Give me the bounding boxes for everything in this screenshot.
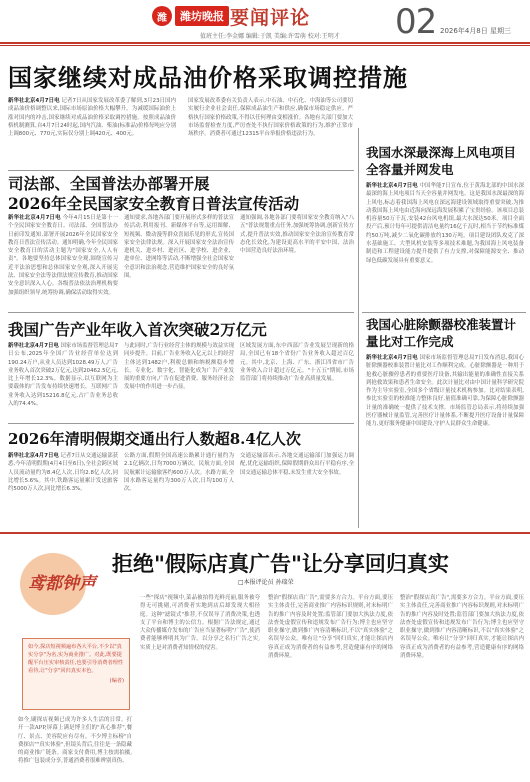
article-travel-col1 xyxy=(8,452,118,520)
article-legal-col1 xyxy=(8,214,118,310)
logo-text: 潍坊晚报 xyxy=(175,6,229,26)
divider xyxy=(8,423,354,424)
newspaper-logo xyxy=(152,6,229,26)
article-text: 国家市场监督管理总局7日发布消息,我国心脏除颤器校准装置计量比对工作顺利完成。心脏除颤器是一种用于抢救心脏骤停患者的重要医疗设备,其输出能量的准确性直接关系到抢救效果和患者生命安全。此次计量比对由中国计量科学研究院作为主导实验室,全国多个省级计量技术机构参加。比对结果表明,参比实验室的校准能力整体良好,量值准确可靠,为保障心脏除颤器计量的准确统一提供了技术支撑。市场监管总局表示,将持续加强医疗器械计量监管,完善医疗计量体系,不断提升医疗设备计量保障能力,更好服务健康中国建设,守护人民群众生命健康。 xyxy=(366,355,524,428)
dateline: 新华社北京4月7日电 xyxy=(8,215,61,221)
article-ad-col1 xyxy=(8,342,118,420)
article-text: 中国华能7日宣布,位于黄海北部的中国水深最深的海上风电项目当天全容量并网发电。这是我国水深最深的海上风电,标志着我国海上风电在深远海建设领域取得重要突破,为推动我国海上风电由近海向深远海发展积累了宝贵经验。该项目总装机容量50万千瓦,安装42台风电机组,最大水深达50米。项目全面投产后,预计每年可提供清洁电量约16亿千瓦时,相当于节约标准煤约50万吨,减少二氧化碳排放约130万吨。项目建设团队攻克了深水基础施工、大型风机安装等多项技术难题,为我国海上风电装备制造和工程建设能力提升提供了有力支撑,对保障能源安全、推动绿色低碳发展具有重要意义。 xyxy=(366,183,524,264)
divider xyxy=(8,170,354,171)
headline-wind-power: 我国水深最深海上风电项目全容量并网发电 xyxy=(366,145,517,177)
article-defibrillator xyxy=(366,354,524,526)
headline-holiday-travel: 2026年清明假期交通出行人数超8.4亿人次 xyxy=(8,430,301,448)
section-title: 要闻评论 xyxy=(230,7,311,29)
commentary-col3: 整治"假探店真广告",需要多方合力。平台方面,要压实主体责任,完善商业推广内容标识规则,对未标明广告的推广内容及时处置;监管部门要加大执法力度,依法查处虚假宣传和违规发布广告行为;博主也应坚守职业操守,做到推广内容清晰标识,不以"真实体验"之名误导公众。唯有让"分享"回归真实,才能让探店内容真正成为消费者的有益参考,营造健康有序的网络消费环境。 xyxy=(268,595,393,660)
dateline: 新华社北京4月7日电 xyxy=(8,343,59,349)
article-legal-col2: 通知要求,各地各部门要开展形式多样的普法宣传活动,利用报刊、新媒体平台等,运用图解、短视频、微动漫等群众喜闻乐见的形式,宣传国家安全法律法规。深入开展国家安全法治宣传进机关、进乡村、进社区、进学校、进企业、进单位、进网络等活动,不断增强全社会国家安全意识和法治观念,营造维护国家安全的良好氛围。 xyxy=(124,215,234,280)
masthead-rule xyxy=(0,42,530,44)
commentary-col4: 整治"假探店真广告",需要多方合力。平台方面,要压实主体责任,完善商业推广内容标识规则,对未标明广告的推广内容及时处置;监管部门要加大执法力度,依法查处虚假宣传和违规发布广告行为;博主也应坚守职业操守,做到推广内容清晰标识,不以"真实体验"之名误导公众。唯有让"分享"回归真实,才能让探店内容真正成为消费者的有益参考,营造健康有序的网络消费环境。 xyxy=(400,595,524,660)
column-name: 鸢都钟声 xyxy=(28,574,96,594)
article-legal-col3: 通知强调,各地各部门要将国家安全教育纳入"八五"普法规划重点任务,加强统筹协调,创新宣传方式,提升普法实效,推动国家安全法治宣传教育常态化长效化,为建设更高水平的平安中国、法治中国营造良好法治环境。 xyxy=(240,215,354,255)
page-number: 02 xyxy=(395,2,437,42)
editor-credits: 值班主任:李金娜 编辑:于凯 美编:许雪萌 校对:王明才 xyxy=(200,33,340,40)
page-date: 2026年4月8日 星期三 xyxy=(440,27,511,35)
logo-icon: 潍 xyxy=(152,6,172,26)
headline-legal-1: 司法部、全国普法办部署开展 xyxy=(8,174,210,193)
dateline: 新华社北京4月7日电 xyxy=(366,183,418,189)
article-text: 记者7日从国家发展改革委了解到,3月23日国内成品油价格调整以来,国际市场原油价格大幅攀升。为减缓国际油价上涨对国内的冲击,国家继续对成品油价格采取调控措施。按照成品油价格机制测算,自4月7日24时起,国内汽油、柴油(标准品)价格每吨应分别上调800元、770元,实际仅分别上调420元、400元。 xyxy=(8,98,176,138)
dateline: 新华社北京4月7日电 xyxy=(8,98,60,104)
commentary-col2: 一些"探店"视频中,菜品被拍得光鲜亮丽,服务被夸得无可挑剔,可消费者实地到店后却发现大相径庭。这种"滤镜式"推荐,不仅误导了消费决策,也透支了平台和博主的公信力。根据广告法规定,通过大众传播媒介发布的广告应当显著标明"广告",使消费者能够辨明其为广告。以分享之名行广告之实,实质上是对消费者知情权的侵害。 xyxy=(140,595,260,651)
commentary-col1: 如今,刷探店视频已成为许多人生活的日常。打开一款APP,屏幕上满是博主们的"真心推荐",餐厅、景点、美容院应有尽有。不少博主标榜"自费探店""真实体验",但镜头背后,往往是一条隐藏的商业推广链条。商家支付费用,博主按需拍摄,将推广包装成分享,普通消费者很难辨别真伪。 xyxy=(18,717,132,765)
editor-note-signature: (编者) xyxy=(109,678,124,684)
masthead-rule-thin xyxy=(0,45,530,46)
article-travel-col3: 交通运输部表示,各地交通运输部门加强运力调配,优化运输组织,保障假期群众出行平稳有序,全国交通运输总体平稳,未发生重大安全事故。 xyxy=(240,453,354,476)
commentary-title: 拒绝"假际店真广告"让分享回归真实 xyxy=(112,551,449,576)
section-rule xyxy=(0,532,530,534)
article-travel-col2: 公路方面,假期全国高速公路累计通行量约为2.1亿辆次,日均7000万辆次。民航方面,全国民航累计运输旅客约600万人次。水路方面,全国水路客运量约为300万人次,日均100万人次。 xyxy=(124,453,234,493)
masthead xyxy=(0,0,530,44)
headline-oil-price: 国家继续对成品油价格采取调控措施 xyxy=(8,63,408,92)
divider xyxy=(8,312,354,313)
dateline: 新华社北京4月7日电 xyxy=(8,453,59,459)
article-ad-col2: 与此同时,广告行业经营主体的规模与效益实现同步提升。目前,广告业务收入亿元以上的经营主体达到1482户,利税总额和纳税额稳步增长。专业化、数字化、智能化成为广告产业发展的重要方向,广告在促进消费、服务经济社会发展中的作用进一步凸显。 xyxy=(124,343,234,391)
editor-note-box xyxy=(22,638,130,710)
column-divider xyxy=(358,128,359,528)
headline-advertising: 我国广告产业年收入首次突破2万亿元 xyxy=(8,320,267,339)
headline-defibrillator: 我国心脏除颤器校准装置计量比对工作完成 xyxy=(366,317,517,349)
article-text: 记者7日从交通运输部获悉,今年清明假期(4月4日至6日),全社会跨区域人员流动量约为8.4亿人次,日均2.8亿人次,同比增长5.6%。其中,铁路客运量累计发送旅客约5000万人次,同比增长6.3%。 xyxy=(8,453,118,493)
article-wind-power xyxy=(366,182,524,310)
column-badge xyxy=(20,553,100,617)
commentary-byline: □本报评论员 孙瑞荣 xyxy=(238,579,294,586)
headline-legal-2: 2026年全民国家安全教育日普法宣传活动 xyxy=(8,194,300,213)
article-oil-col1 xyxy=(8,97,176,169)
editor-note-text: 如今,探店短视频遍布各大平台,不少以"真实分享"为名,实为商业推广。对此,既要提醒平台压实审核责任,也要引导消费者理性看待,让"分享"回归真实本色。 xyxy=(28,644,124,674)
article-oil-col2: 国家发展改革委有关负责人表示,中石油、中石化、中海油等公司要切实履行企业社会责任,保障成品油生产和供应,确保市场稳定供应。严格执行国家价格政策,不得以任何理由变相涨价。各地有关部门要加大市场监督检查力度,严厉查处不执行国家价格政策的行为,维护正常市场秩序。消费者可通过12315平台举报价格违法行为。 xyxy=(188,98,353,138)
article-text: 今年4月15日是第十一个全民国家安全教育日。司法部、全国普法办日前印发通知,部署开展2026年全民国家安全教育日普法宣传活动。通知明确,今年全民国家安全教育日的活动主题为"国家安全,人人有责"。各地要坚持总体国家安全观,围绕宣传习近平法治思想和总体国家安全观,深入开展宪法、国家安全法等法律法规宣传教育,推动国家安全意识深入人心。各级普法依法治理机构要加强组织领导,统筹协调,确保活动取得实效。 xyxy=(8,215,118,296)
divider xyxy=(362,312,526,313)
dateline: 新华社北京4月7日电 xyxy=(366,355,418,361)
article-text: 国家市场监督管理总局7日公布,2025年全国广告业经营单位达到190.24万户,从业人员达到1028.49万人,广告业务收入首次突破2万亿元,达到20462.5亿元,比上年增长12.3%。数据显示,以互联网为主要载体的广告发布持续快速增长。互联网广告业务收入达到15216.8亿元,占广告业务总收入的74.4%。 xyxy=(8,343,118,408)
article-ad-col3: 区域发展方面,东中西部广告业发展呈现新的格局,全国已有18个省份广告业务收入超过百亿元。其中,北京、上海、广东、浙江四省市广告业务收入合计超过万亿元。"十五五"期间,市场监管部门将持续推动广告业高质量发展。 xyxy=(240,343,354,383)
